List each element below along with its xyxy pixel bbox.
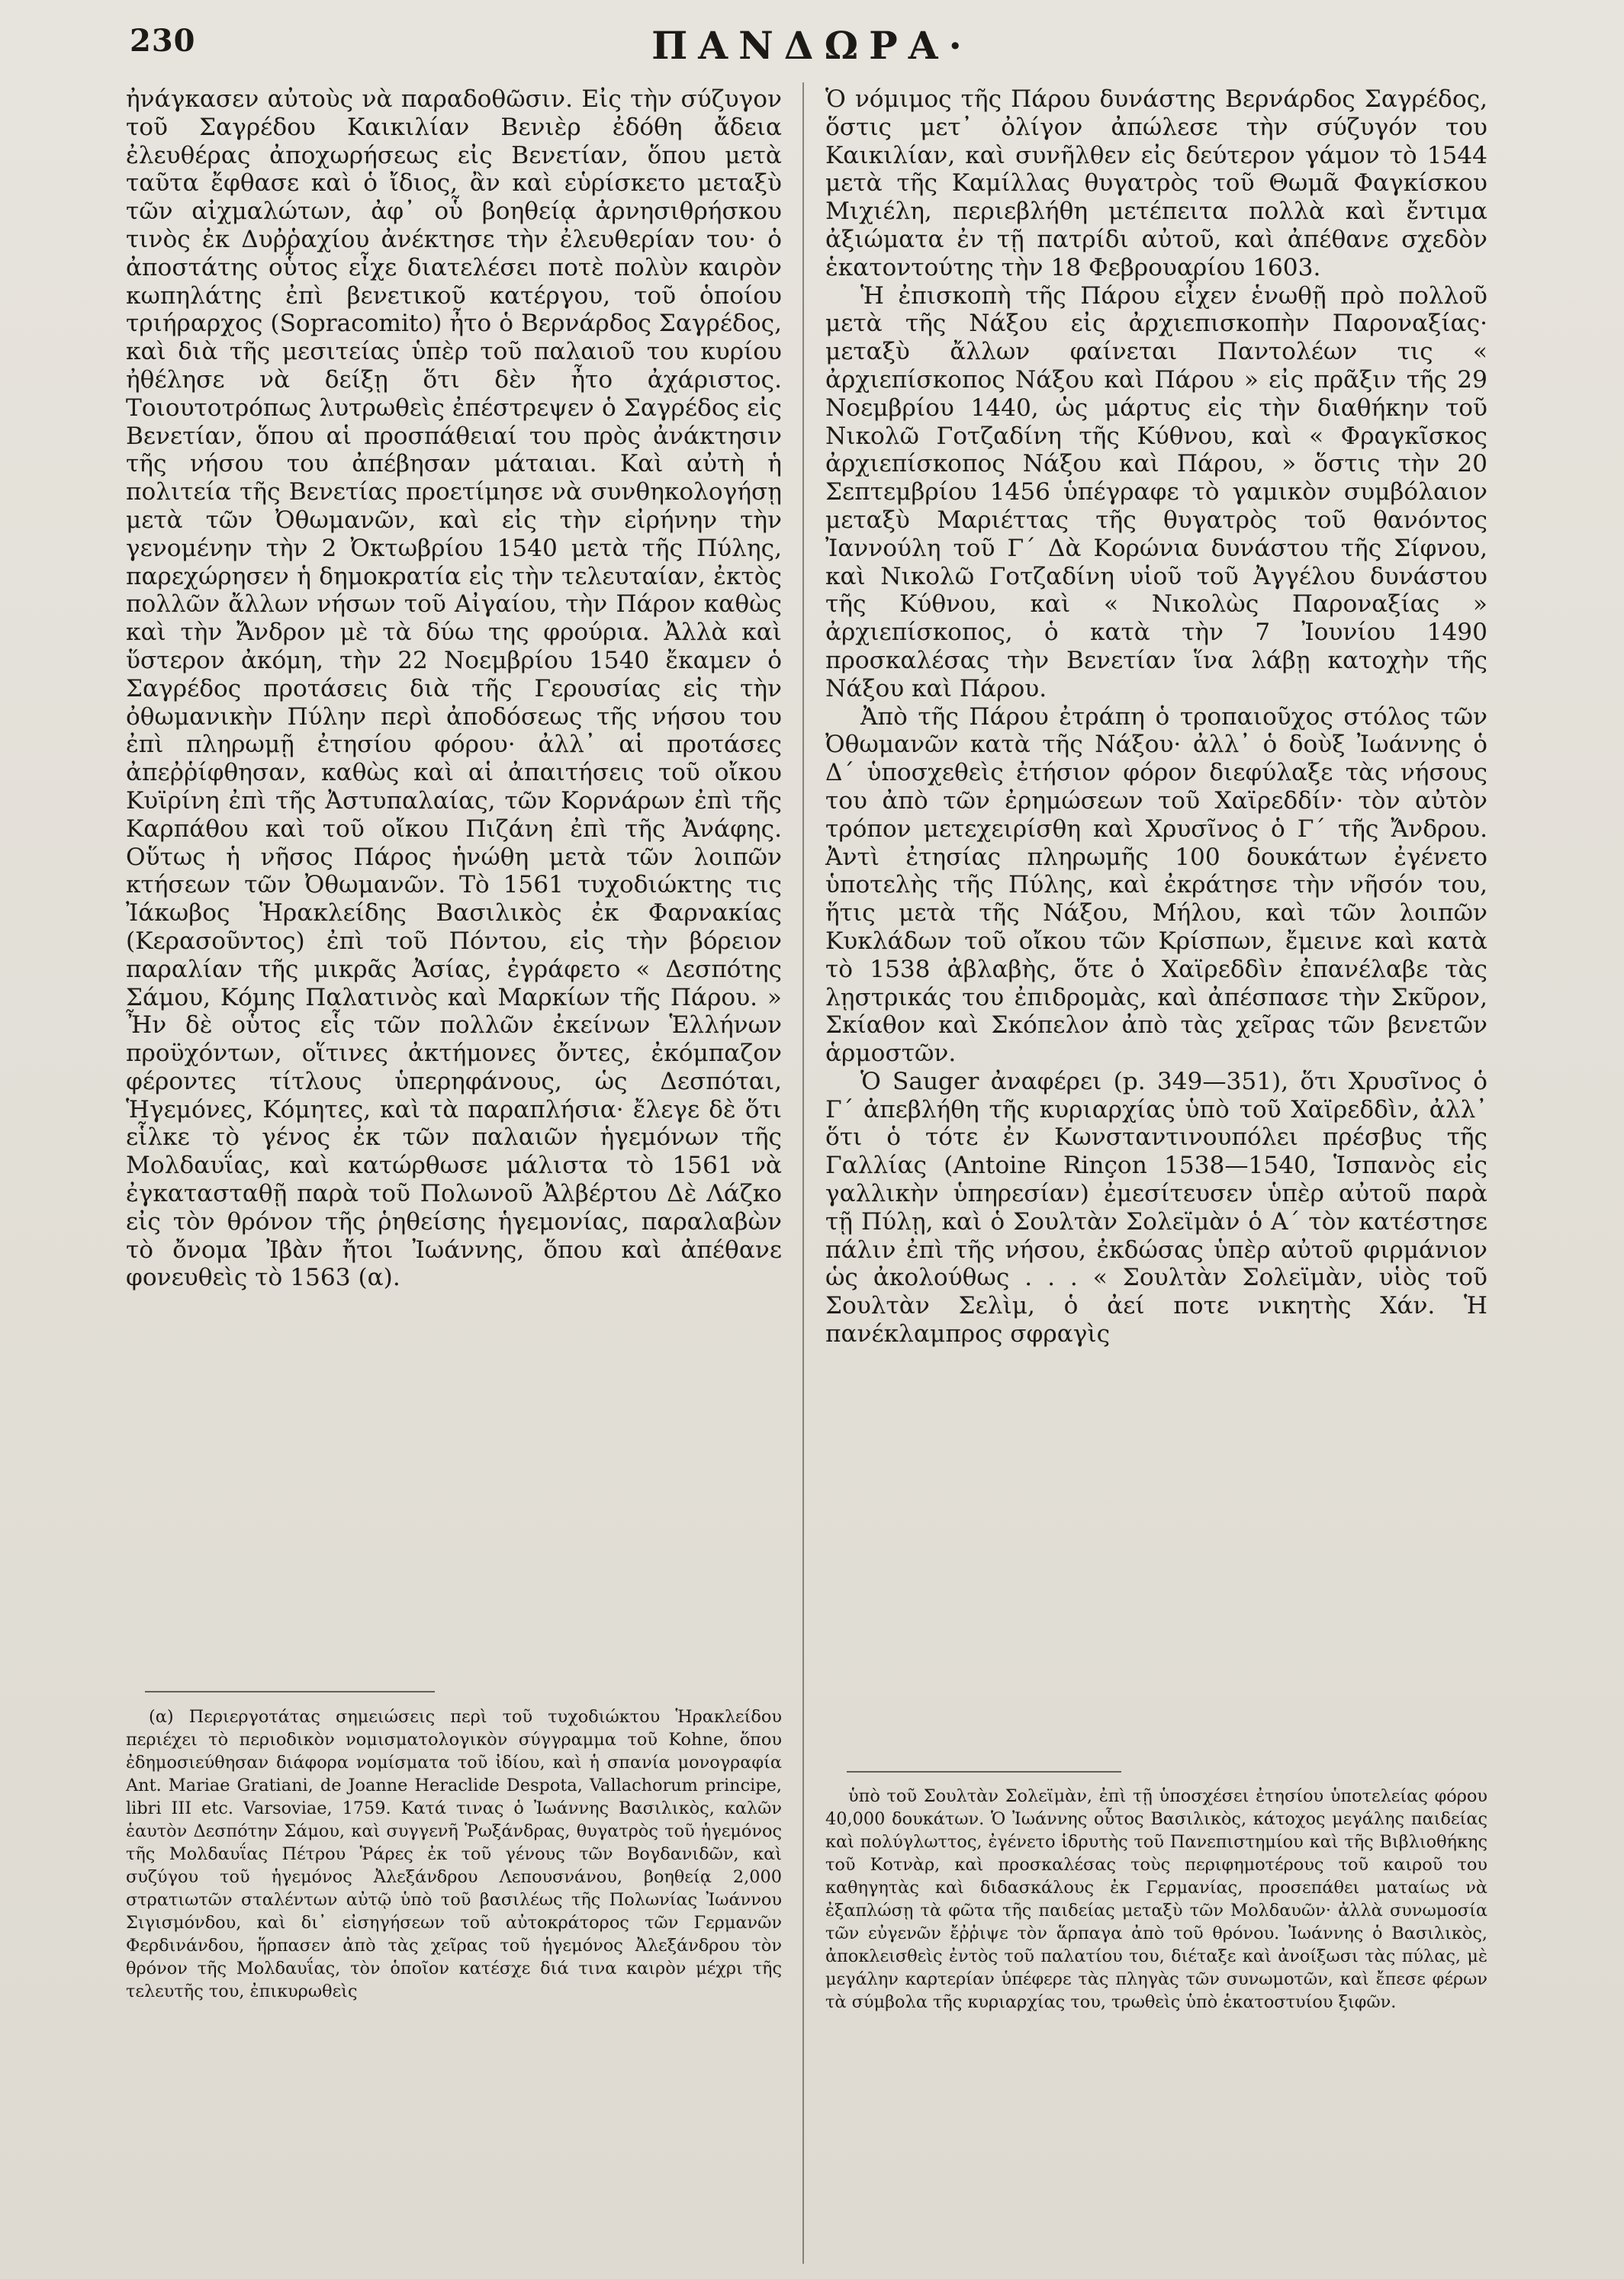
running-head xyxy=(114,23,1510,70)
left-footnote-rule xyxy=(145,1691,435,1692)
left-paragraph-1: ἠνάγκασεν αὐτοὺς νὰ παραδοθῶσιν. Εἰς τὴν σύζυγον τοῦ Σαγρέδου Καικιλίαν Βενιὲρ ἐδόθη ἄδεια ἐλευθέρας ἀποχωρήσεως εἰς Βενετίαν, ὅπου μετὰ ταῦτα ἔφθασε καὶ ὁ ἴδιος, ἂν καὶ εὑρίσκετο μεταξὺ τῶν αἰχμαλώτων, ἀφ᾿ οὗ βοηθείᾳ ἀρνησιθρήσκου τινὸς ἐκ Δυῤῥαχίου ἀνέκτησε τὴν ἐλευθερίαν του· ὁ ἀποστάτης οὗτος εἶχε διατελέσει ποτὲ πολὺν καιρὸν κωπηλάτης ἐπὶ βενετικοῦ κατέργου, τοῦ ὁποίου τριήραρχος (Sopracomito) ἦτο ὁ Βερνάρδος Σαγρέδος, καὶ διὰ τῆς μεσιτείας ὑπὲρ τοῦ παλαιοῦ του κυρίου ἠθέλησε νὰ δείξῃ ὅτι δὲν ἦτο ἀχάριστος. Τοιουτοτρόπως λυτρωθεὶς ἐπέστρεψεν ὁ Σαγρέδος εἰς Βενετίαν, ὅπου αἱ προσπάθειαί του πρὸς ἀνάκτησιν τῆς νήσου του ἀπέβησαν μάταιαι. Καὶ αὐτὴ ἡ πολιτεία τῆς Βενετίας προετίμησε νὰ συνθηκολογήσῃ μετὰ τῶν Ὀθωμανῶν, καὶ εἰς τὴν εἰρήνην τὴν γενομένην τὴν 2 Ὀκτωβρίου 1540 μετὰ τῆς Πύλης, παρεχώρησεν ἡ δημοκρατία εἰς τὴν τελευταίαν, ἐκτὸς πολλῶν ἄλλων νήσων τοῦ Αἰγαίου, τὴν Πάρον καθὼς καὶ τὴν Ἄνδρον μὲ τὰ δύω της φρούρια. Ἀλλὰ καὶ ὕστερον ἀκόμη, τὴν 22 Νοεμβρίου 1540 ἔκαμεν ὁ Σαγρέδος προτάσεις διὰ τῆς Γερουσίας εἰς τὴν ὀθωμανικὴν Πύλην περὶ ἀποδόσεως τῆς νήσου του ἐπὶ πληρωμῇ ἐτησίου φόρου· ἀλλ᾿ αἱ προτάσες ἀπεῤῥίφθησαν, καθὼς καὶ αἱ ἀπαιτήσεις τοῦ οἴκου Κυϊρίνη ἐπὶ τῆς Ἀστυπαλαίας, τῶν Κορνάρων ἐπὶ τῆς Καρπάθου καὶ τοῦ οἴκου Πιζάνη ἐπὶ τῆς Ἀνάφης. Οὕτως ἡ νῆσος Πάρος ἡνώθη μετὰ τῶν λοιπῶν κτήσεων τῶν Ὀθωμανῶν. Τὸ 1561 τυχοδιώκτης τις Ἰάκωβος Ἡρακλείδης Βασιλικὸς ἐκ Φαρνακίας (Κερασοῦντος) ἐπὶ τοῦ Πόντου, εἰς τὴν βόρειον παραλίαν τῆς μικρᾶς Ἀσίας, ἐγράφετο « Δεσπότης Σάμου, Κόμης Παλατινὸς καὶ Μαρκίων τῆς Πάρου. » Ἦν δὲ οὗτος εἷς τῶν πολλῶν ἐκείνων Ἑλλήνων προϋχόντων, οἵτινες ἀκτήμονες ὄντες, ἐκόμπαζον φέροντες τίτλους ὑπερηφάνους, ὡς Δεσπόται, Ἡγεμόνες, Κόμητες, καὶ τὰ παραπλήσια· ἔλεγε δὲ ὅτι εἷλκε τὸ γένος ἐκ τῶν παλαιῶν ἡγεμόνων τῆς Μολδαυΐας, καὶ κατώρθωσε μάλιστα τὸ 1561 νὰ ἐγκατασταθῇ παρὰ τοῦ Πολωνοῦ Ἀλβέρτου Δὲ Λάζκο εἰς τὸν θρόνον τῆς ῥηθείσης ἡγεμονίας, παραλαβὼν τὸ ὄνομα Ἰβὰν ἤτοι Ἰωάννης, ὅπου καὶ ἀπέθανε φονευθεὶς τὸ 1563 (α). xyxy=(126,85,782,1292)
right-paragraph-4: Ὁ Sauger ἀναφέρει (p. 349—351), ὅτι Χρυσῖνος ὁ Γ΄ ἀπεβλήθη τῆς κυριαρχίας ὑπὸ τοῦ Χαϊρεδδὶν, ἀλλ᾿ ὅτι ὁ τότε ἐν Κωνσταντινουπόλει πρέσβυς τῆς Γαλλίας (Antoine Rinçon 1538—1540, Ἱσπανὸς εἰς γαλλικὴν ὑπηρεσίαν) ἐμεσίτευσεν ὑπὲρ αὐτοῦ παρὰ τῇ Πύλῃ, καὶ ὁ Σουλτὰν Σολεϊμὰν ὁ Α΄ τὸν κατέστησε πάλιν ἐπὶ τῆς νήσου, ἐκδώσας ὑπὲρ αὐτοῦ φιρμάνιον ὡς ἀκολούθως . . . « Σουλτὰν Σολεϊμὰν, υἱὸς τοῦ Σουλτὰν Σελὶμ, ὁ ἀεί ποτε νικητὴς Χάν. Ἡ πανέκλαμπρος σφραγὶς xyxy=(825,1067,1487,1348)
column-divider xyxy=(802,82,804,2264)
page-number: 230 xyxy=(130,23,196,59)
journal-title: ΠΑΝΔΩΡΑ· xyxy=(651,23,973,68)
right-paragraph-1: Ὁ νόμιμος τῆς Πάρου δυνάστης Βερνάρδος Σαγρέδος, ὅστις μετ᾿ ὀλίγον ἀπώλεσε τὴν σύζυγόν του Καικιλίαν, καὶ συνῆλθεν εἰς δεύτερον γάμον τὸ 1544 μετὰ τῆς Καμίλλας θυγατρὸς τοῦ Θωμᾶ Φαγκίσκου Μιχιέλη, περιεβλήθη μετέπειτα πολλὰ καὶ ἔντιμα ἀξιώματα ἐν τῇ πατρίδι αὐτοῦ, καὶ ἀπέθανε σχεδὸν ἑκατοντούτης τὴν 18 Φεβρουαρίου 1603. xyxy=(825,85,1487,281)
right-footnote-rule xyxy=(847,1771,1121,1773)
right-footnote-text: ὑπὸ τοῦ Σουλτὰν Σολεϊμὰν, ἐπὶ τῇ ὑποσχέσει ἐτησίου ὑποτελείας φόρου 40,000 δουκάτων. Ὁ Ἰωάννης οὗτος Βασιλικὸς, κάτοχος μεγάλης παιδείας καὶ πολύγλωττος, ἐγένετο ἱδρυτὴς τοῦ Πανεπιστημίου καὶ τῆς Βιβλιοθήκης τοῦ Κοτνὰρ, καὶ προσκαλέσας τοὺς περιφημοτέρους τοῦ καιροῦ του καθηγητὰς καὶ διδασκάλους ἐκ Γερμανίας, προσεπάθει ματαίως νὰ ἐξαπλώσῃ τὰ φῶτα τῆς παιδείας μεταξὺ τῶν Μολδαυῶν· ἀλλὰ συνωμοσία τῶν εὐγενῶν ἔῤῥιψε τὸν ἅρπαγα ἀπὸ τοῦ θρόνου. Ἰωάννης ὁ Βασιλικὸς, ἀποκλεισθεὶς ἐντὸς τοῦ παλατίου του, διέταξε καὶ ἀνοίξωσι τὰς πύλας, μὲ μεγάλην καρτερίαν ὑπέφερε τὰς πληγὰς τῶν συνωμοτῶν, καὶ ἔπεσε φέρων τὰ σύμβολα τῆς κυριαρχίας του, τρωθεὶς ὑπὸ ἑκατοστυίου ξιφῶν. xyxy=(825,1786,1487,2012)
left-footnote xyxy=(126,1705,782,2003)
right-footnote xyxy=(825,1785,1487,2014)
left-column xyxy=(126,85,782,1292)
right-paragraph-2: Ἡ ἐπισκοπὴ τῆς Πάρου εἶχεν ἑνωθῇ πρὸ πολλοῦ μετὰ τῆς Νάξου εἰς ἀρχιεπισκοπὴν Παροναξίας· μεταξὺ ἄλλων φαίνεται Παντολέων τις « ἀρχιεπίσκοπος Νάξου καὶ Πάρου » εἰς πρᾶξιν τῆς 29 Νοεμβρίου 1440, ὡς μάρτυς εἰς τὴν διαθήκην τοῦ Νικολῶ Γοτζαδίνη τῆς Κύθνου, καὶ « Φραγκῖσκος ἀρχιεπίσκοπος Νάξου καὶ Πάρου, » ὅστις τὴν 20 Σεπτεμβρίου 1456 ὑπέγραφε τὸ γαμικὸν συμβόλαιον μεταξὺ Μαριέττας τῆς θυγατρὸς τοῦ θανόντος Ἰαννούλη τοῦ Γ΄ Δὰ Κορώνια δυνάστου τῆς Σίφνου, καὶ Νικολῶ Γοτζαδίνη υἱοῦ τοῦ Ἀγγέλου δυνάστου τῆς Κύθνου, καὶ « Νικολὼς Παροναξίας » ἀρχιεπίσκοπος, ὁ κατὰ τὴν 7 Ἰουνίου 1490 προσκαλέσας τὴν Βενετίαν ἵνα λάβῃ κατοχὴν τῆς Νάξου καὶ Πάρου. xyxy=(825,281,1487,702)
right-column xyxy=(825,85,1487,1348)
right-paragraph-3: Ἀπὸ τῆς Πάρου ἐτράπη ὁ τροπαιοῦχος στόλος τῶν Ὀθωμανῶν κατὰ τῆς Νάξου· ἀλλ᾿ ὁ δοὺξ Ἰωάννης ὁ Δ΄ ὑποσχεθεὶς ἐτήσιον φόρον διεφύλαξε τὰς νήσους του ἀπὸ τῶν ἐρημώσεων τοῦ Χαϊρεδδίν· τὸν αὐτὸν τρόπον μετεχειρίσθη καὶ Χρυσῖνος ὁ Γ΄ τῆς Ἄνδρου. Ἀντὶ ἐτησίας πληρωμῆς 100 δουκάτων ἐγένετο ὑποτελὴς τῆς Πύλης, καὶ ἐκράτησε τὴν νῆσόν του, ἥτις μετὰ τῆς Νάξου, Μήλου, καὶ τῶν λοιπῶν Κυκλάδων τοῦ οἴκου τῶν Κρίσπων, ἔμεινε καὶ κατὰ τὸ 1538 ἀβλαβὴς, ὅτε ὁ Χαϊρεδδὶν ἐπανέλαβε τὰς λῃστρικάς του ἐπιδρομὰς, καὶ ἀπέσπασε τὴν Σκῦρον, Σκίαθον καὶ Σκόπελον ἀπὸ τὰς χεῖρας τῶν βενετῶν ἁρμοστῶν. xyxy=(825,702,1487,1068)
left-footnote-text: (α) Περιεργοτάτας σημειώσεις περὶ τοῦ τυχοδιώκτου Ἡρακλείδου περιέχει τὸ περιοδικὸν νομισματολογικὸν σύγγραμμα τοῦ Kohne, ὅπου ἐδημοσιεύθησαν διάφορα νομίσματα τοῦ ἰδίου, καὶ ἡ σπανία μονογραφία Ant. Mariae Gratiani, de Joanne Heraclide Despota, Vallachorum principe, libri III etc. Varsoviae, 1759. Κατά τινας ὁ Ἰωάννης Βασιλικὸς, καλῶν ἑαυτὸν Δεσπότην Σάμου, καὶ συγγενῆ Ῥωξάνδρας, θυγατρὸς τοῦ ἡγεμόνος τῆς Μολδαυΐας Πέτρου Ῥάρες ἐκ τοῦ γένους τῶν Βογδανιδῶν, καὶ συζύγου τοῦ ἡγεμόνος Ἀλεξάνδρου Λεπουσνάνου, βοηθείᾳ 2,000 στρατιωτῶν σταλέντων αὐτῷ ὑπὸ τοῦ βασιλέως τῆς Πολωνίας Ἰωάννου Σιγισμόνδου, καὶ δι᾿ εἰσηγήσεων τοῦ αὐτοκράτορος τῶν Γερμανῶν Φερδινάνδου, ἥρπασεν ἀπὸ τὰς χεῖρας τοῦ ἡγεμόνος Ἀλεξάνδρου τὸν θρόνον τῆς Μολδαυΐας, τὸν ὁποῖον κατέσχε διά τινα καιρὸν μέχρι τῆς τελευτῆς του, ἐπικυρωθεὶς xyxy=(126,1707,782,2001)
